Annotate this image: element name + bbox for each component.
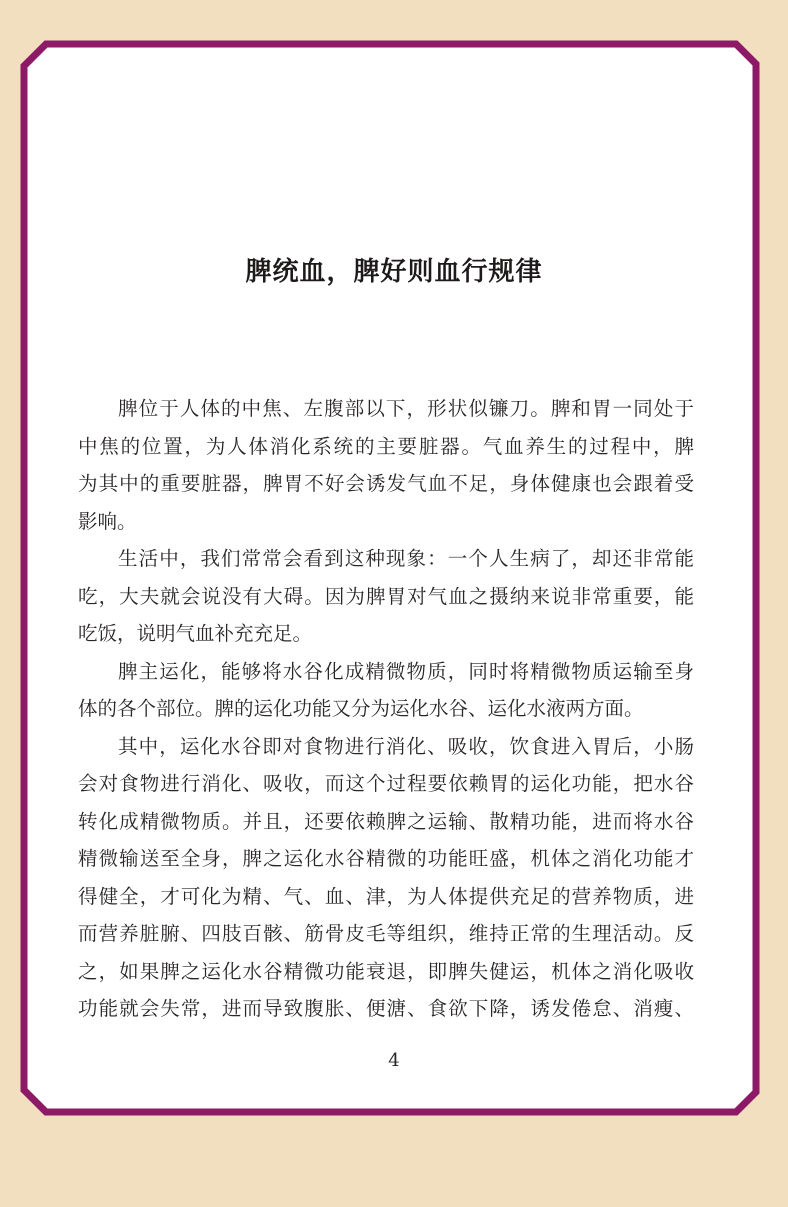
page-number: 4 xyxy=(388,1050,400,1071)
text-line: 功能就会失常，进而导致腹胀、便溏、食欲下降，诱发倦怠、消瘦、 xyxy=(78,997,694,1020)
paragraph-2 xyxy=(78,540,694,653)
text-line: 得健全，才可化为精、气、血、津，为人体提供充足的营养物质，进 xyxy=(78,884,694,908)
text-line: 体的各个部位。脾的运化功能又分为运化水谷、运化水液两方面。 xyxy=(78,697,644,720)
text-line: 而营养脏腑、四肢百骸、筋骨皮毛等组织，维持正常的生理活动。反 xyxy=(78,922,694,945)
text-line: 其中，运化水谷即对食物进行消化、吸收，饮食进入胃后，小肠 xyxy=(118,734,694,758)
text-line: 脾位于人体的中焦、左腹部以下，形状似镰刀。脾和胃一同处于 xyxy=(118,397,694,420)
paragraph-1 xyxy=(78,390,694,540)
text-line: 影响。 xyxy=(78,509,137,533)
text-line: 吃，大夫就会说没有大碍。因为脾胃对气血之摄纳来说非常重要，能 xyxy=(78,584,694,608)
page-title: 脾统血，脾好则血行规律 xyxy=(245,257,543,287)
text-line: 中焦的位置，为人体消化系统的主要脏器。气血养生的过程中，脾 xyxy=(78,434,694,458)
paragraph-4 xyxy=(78,728,694,1028)
text-line: 会对食物进行消化、吸收，而这个过程要依赖胃的运化功能，把水谷 xyxy=(78,772,694,795)
text-line: 脾主运化，能够将水谷化成精微物质，同时将精微物质运输至身 xyxy=(118,659,694,683)
text-line: 吃饭，说明气血补充充足。 xyxy=(78,622,313,645)
body-text xyxy=(78,390,694,1028)
text-line: 生活中，我们常常会看到这种现象：一个人生病了，却还非常能 xyxy=(118,547,694,570)
paragraph-3 xyxy=(78,653,694,728)
text-line: 转化成精微物质。并且，还要依赖脾之运输、散精功能，进而将水谷 xyxy=(78,809,694,833)
text-line: 之，如果脾之运化水谷精微功能衰退，即脾失健运，机体之消化吸收 xyxy=(78,959,694,983)
text-line: 为其中的重要脏器，脾胃不好会诱发气血不足，身体健康也会跟着受 xyxy=(78,472,694,495)
text-line: 精微输送至全身，脾之运化水谷精微的功能旺盛，机体之消化功能才 xyxy=(78,847,694,870)
